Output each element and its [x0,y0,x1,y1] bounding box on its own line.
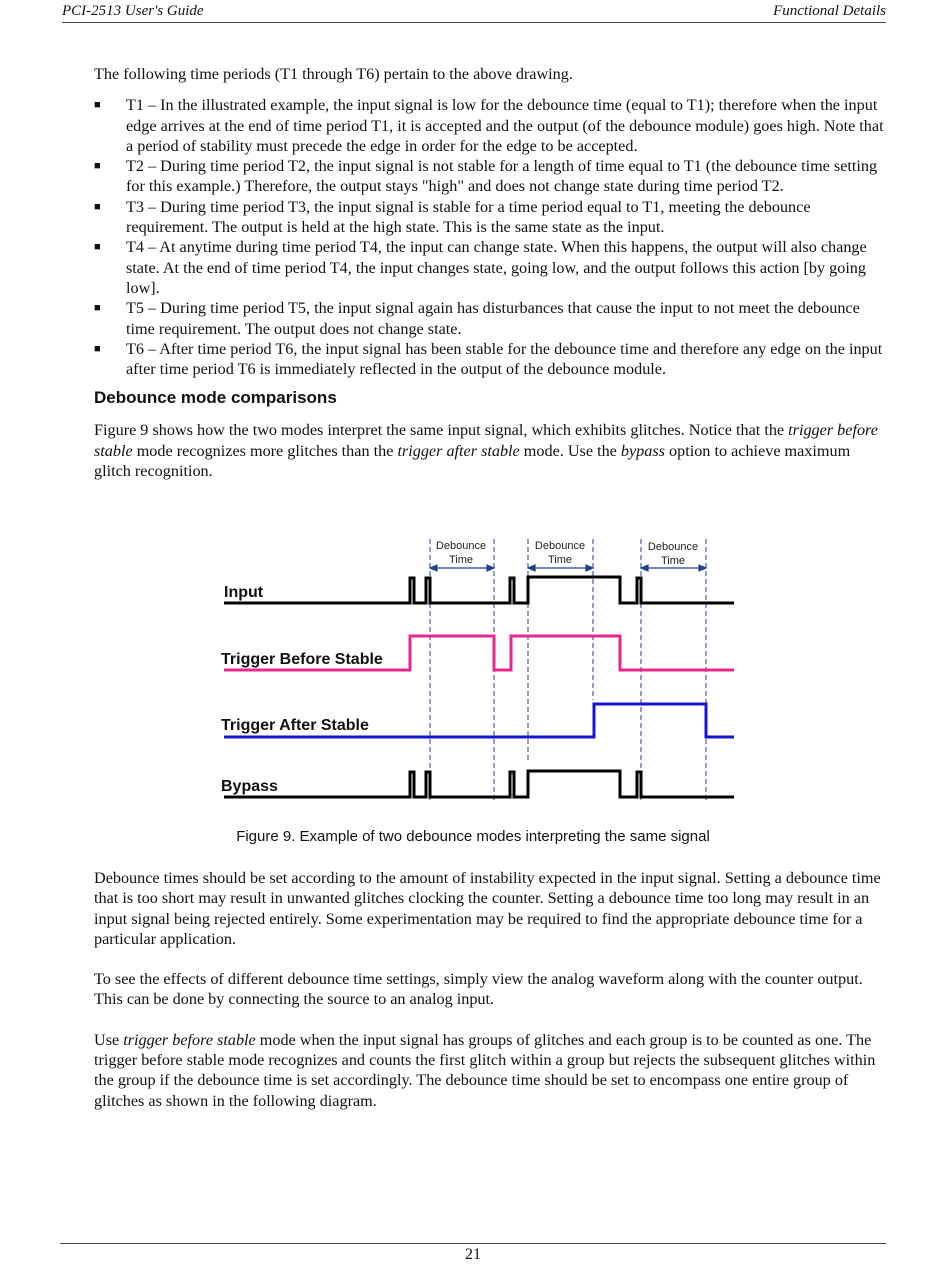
text-run: mode when the input signal has groups of glitches and each group is to be counted as one. The trigger before stable mode recognizes and counts the first glitch within a group but rejects the subsequent glitches within the group if the debounce time is set accordingly. The debounce time should be set to encompass one entire group of glitches as shown in the following diagram. [94,1030,876,1110]
emphasis-bypass: bypass [620,441,665,460]
bullet-mark: ■ [94,200,101,213]
upper-content [94,64,884,481]
emphasis-trigger-before-stable: trigger before stable [94,421,878,460]
text-run: option to achieve maximum glitch recognition. [94,441,851,481]
bullet-text: T6 – After time period T6, the input signal has been stable for the debounce time and therefore any edge on the input after time period T6 is immediately reflected in the output of the debounce module. [126,339,883,379]
debounce-label-1-line2: Time [448,554,474,566]
arrowhead-left-3 [641,565,648,571]
bullet-t2 [94,156,884,197]
paragraph-debounce-times: Debounce times should be set according to the amount of instability expected in the input signal. Setting a debounce time that is too short may result in unwanted glitches clocking the counter. Setting a debounce time too long may result in an input signal being rejected entirely. Some experimentation may be required to find the appropriate debounce time for a particular application. [94,869,881,948]
debounce-label-1-line1: Debounce [435,540,487,552]
bullet-mark: ■ [94,241,101,254]
bullet-t1 [94,95,884,156]
arrowhead-right-2 [586,565,593,571]
debounce-label-2-line2: Time [547,554,573,566]
waveform-input [224,577,734,603]
bullet-text: T4 – At anytime during time period T4, the input can change state. When this happens, the output will also change state. At the end of time period T4, the input changes state, going low, and the output follows this action [by going low]. [126,238,867,297]
footer-rule [60,1243,886,1244]
section-heading: Debounce mode comparisons [94,388,337,408]
paragraph-effects: To see the effects of different debounce time settings, simply view the analog waveform along with the counter output. This can be done by connecting the source to an analog input. [94,970,863,1009]
emphasis-trigger-before-stable: trigger before stable [123,1030,256,1049]
signal-label-trigger-after-stable: Trigger After Stable [221,717,369,734]
bullet-text: T5 – During time period T5, the input signal again has disturbances that cause the input to not meet the debounce time requirement. The output does not change state. [126,299,860,338]
bullet-t3 [94,197,884,238]
bullet-mark: ■ [94,160,101,173]
intro-paragraph: The following time periods (T1 through T6) pertain to the above drawing. [94,65,573,83]
debounce-label-3-line2: Time [660,555,686,567]
text-run: Use [94,1030,124,1049]
arrowhead-left-1 [430,565,437,571]
arrowhead-right-3 [699,565,706,571]
figure-caption: Figure 9. Example of two debounce modes interpreting the same signal [236,828,710,845]
timing-diagram [215,530,745,806]
lower-content [94,868,884,1111]
signal-label-trigger-before-stable: Trigger Before Stable [221,651,383,668]
bullet-text: T1 – In the illustrated example, the input signal is low for the debounce time (equal to T1); therefore when the input edge arrives at the end of time period T1, it is accepted and the output (of the debounce module) goes high. Note that a period of stability must precede the edge in order for the edge to be accepted. [126,96,884,155]
debounce-label-3-line1: Debounce [647,541,699,553]
bullet-t6 [94,339,884,380]
debounce-label-2-line1: Debounce [534,540,586,552]
page-number: 21 [465,1246,481,1263]
bullet-t4 [94,237,884,298]
time-period-list [94,95,884,379]
bullet-t5 [94,298,884,339]
signal-label-input: Input [224,584,264,601]
bullet-text: T2 – During time period T2, the input signal is not stable for a length of time equal to T1 (the debounce time setting for this example.) Therefore, the output stays "high" and does not change state during time period T2. [126,157,878,196]
figure-intro-paragraph [94,420,884,481]
waveform-bypass [224,771,734,797]
bullet-mark: ■ [94,302,101,315]
paragraph-trigger-before-stable-usage [94,1030,884,1111]
text-run: mode recognizes more glitches than the [132,441,398,460]
arrowhead-left-2 [528,565,535,571]
text-run: Figure 9 shows how the two modes interpret the same input signal, which exhibits glitches. Notice that the [94,421,789,440]
signal-label-bypass: Bypass [221,778,278,795]
arrowhead-right-1 [487,565,494,571]
text-run: mode. Use the [519,441,621,460]
header-doc-title: PCI-2513 User's Guide [62,3,204,19]
page-header [62,2,886,23]
bullet-mark: ■ [94,342,101,355]
bullet-mark: ■ [94,99,101,112]
emphasis-trigger-after-stable: trigger after stable [397,441,520,460]
header-section-title: Functional Details [773,3,886,19]
bullet-text: T3 – During time period T3, the input signal is stable for a time period equal to T1, meeting the debounce requirement. The output is held at the high state. This is the same state as the input. [126,197,811,237]
